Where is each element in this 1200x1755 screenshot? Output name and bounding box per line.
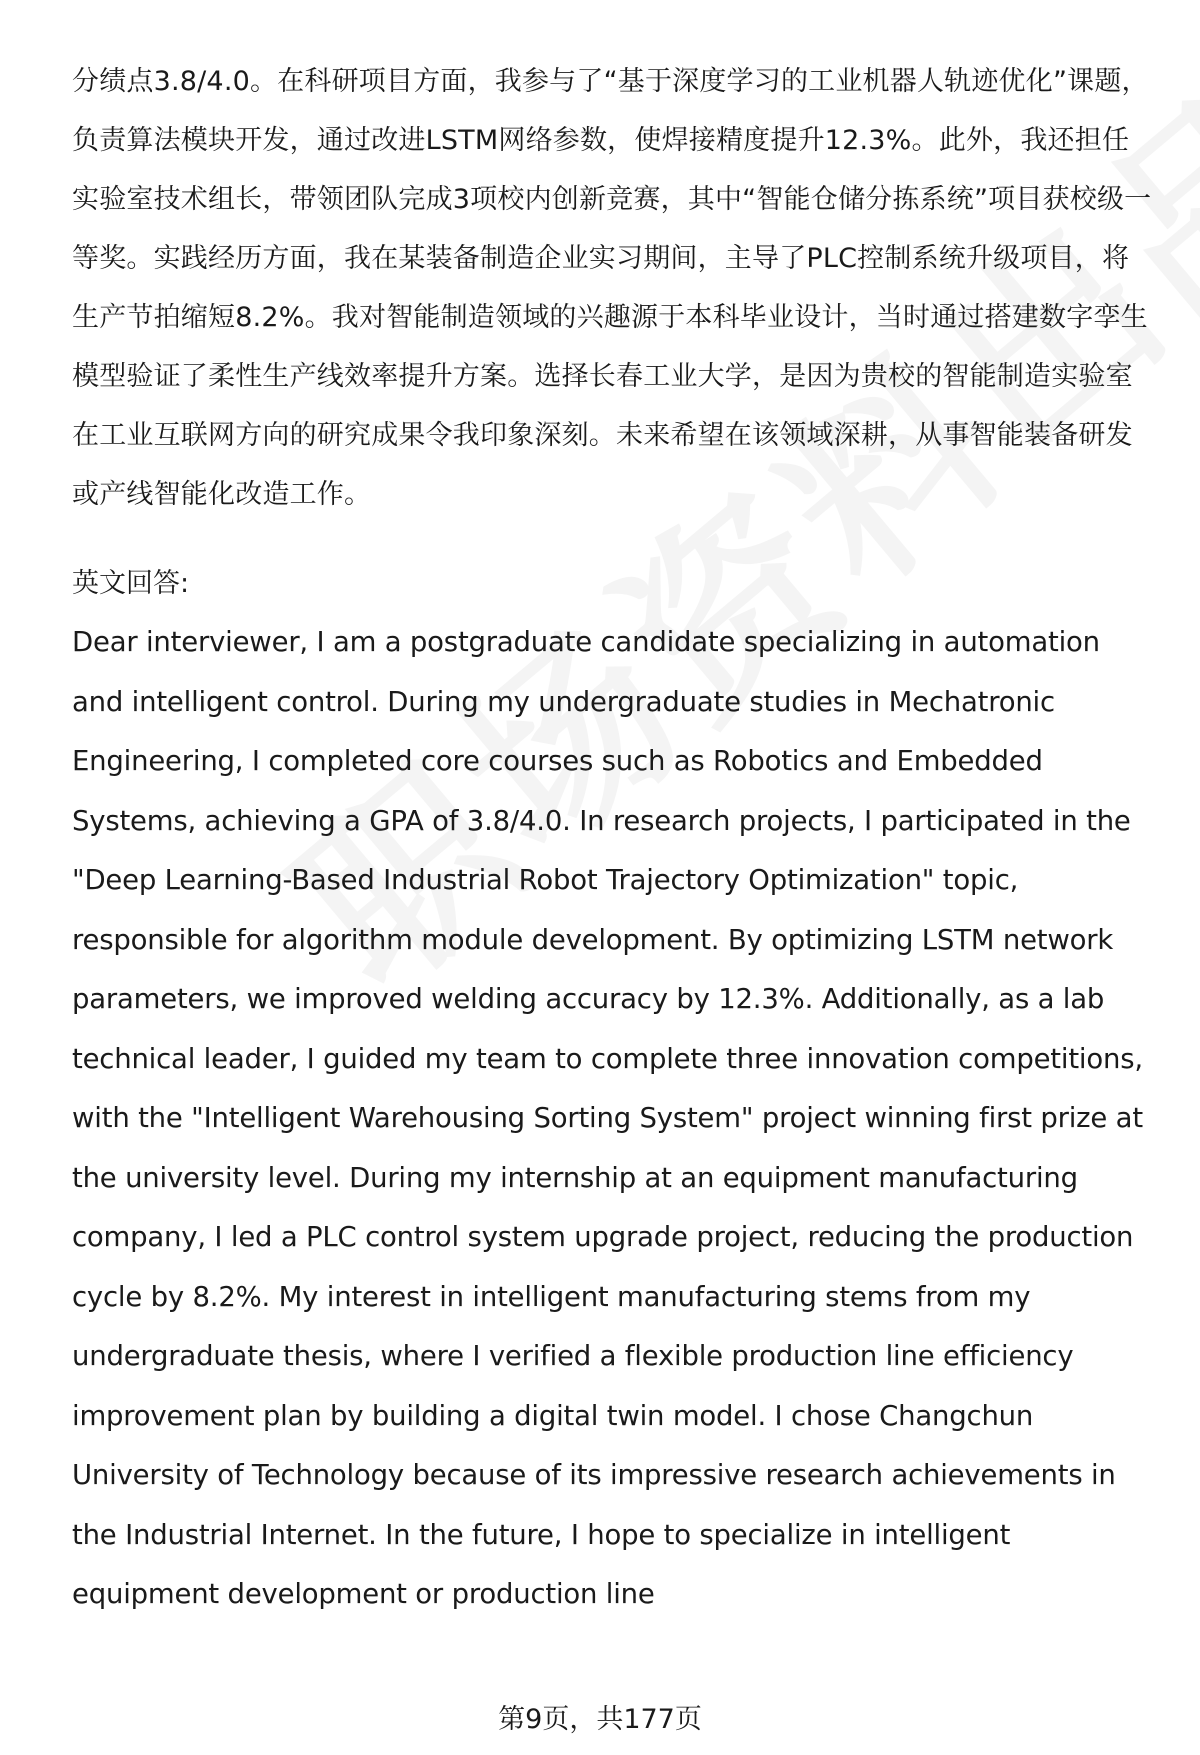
document-body (72, 52, 1152, 1625)
english-answer-paragraph: Dear interviewer, I am a postgraduate candidate specializing in automation and intelligent control. During my undergraduate studies in Mechatronic Engineering, I completed core courses such as Robotics and Embedded Systems, achieving a GPA of 3.8/4.0. In research projects, I participated in the "Deep Learning-Based Industrial Robot Trajectory Optimization" topic, responsible for algorithm module development. By optimizing LSTM network parameters, we improved welding accuracy by 12.3%. Additionally, as a lab technical leader, I guided my team to complete three innovation competitions, with the "Intelligent Warehousing Sorting System" project winning first prize at the university level. During my internship at an equipment manufacturing company, I led a PLC control system upgrade project, reducing the production cycle by 8.2%. My interest in intelligent manufacturing stems from my undergraduate thesis, where I verified a flexible production line efficiency improvement plan by building a digital twin model. I chose Changchun University of Technology because of its impressive research achievements in the Industrial Internet. In the future, I hope to specialize in intelligent equipment development or production line (72, 626, 1143, 1610)
page-number-footer: 第9页，共177页 (498, 1704, 702, 1735)
english-answer-label: 英文回答: (72, 568, 190, 599)
chinese-answer-paragraph: 分绩点3.8/4.0。在科研项目方面，我参与了“基于深度学习的工业机器人轨迹优化”课题，负责算法模块开发，通过改进LSTM网络参数，使焊接精度提升12.3%。此外，我还担任实验室技术组长，带领团队完成3项校内创新竞赛，其中“智能仓储分拣系统”项目获校级一等奖。实践经历方面，我在某装备制造企业实习期间，主导了PLC控制系统升级项目，将生产节拍缩短8.2%。我对智能制造领域的兴趣源于本科毕业设计，当时通过搭建数字孪生模型验证了柔性生产线效率提升方案。选择长春工业大学，是因为贵校的智能制造实验室在工业互联网方向的研究成果令我印象深刻。未来希望在该领域深耕，从事智能装备研发或产线智能化改造工作。 (72, 66, 1152, 510)
